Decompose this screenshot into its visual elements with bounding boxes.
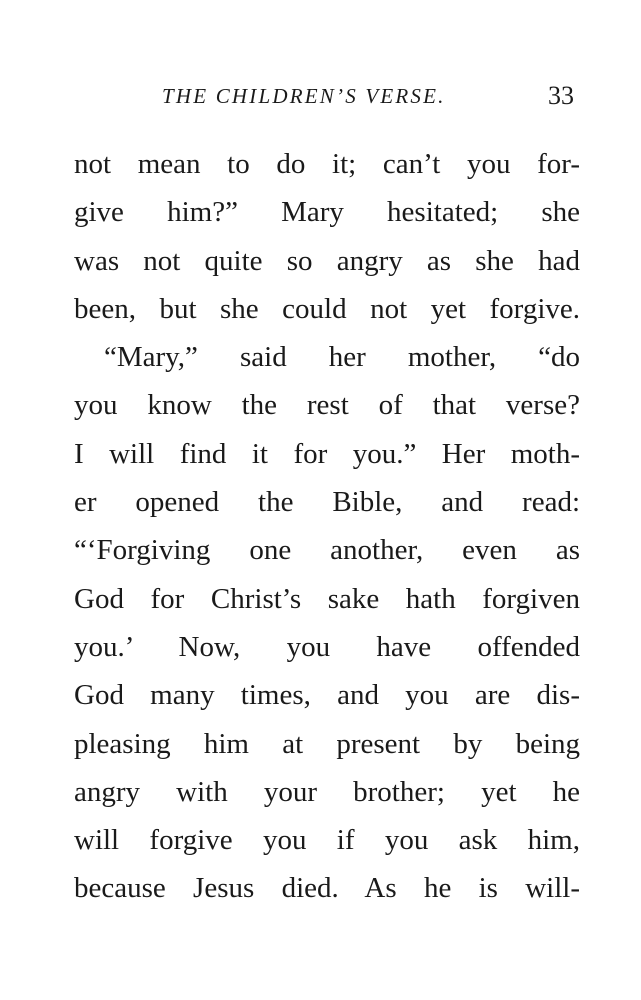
- text-line: “Mary,” said her mother, “do: [104, 341, 580, 374]
- text-line: God for Christ’s sake hath forgiven: [74, 582, 580, 615]
- text-line: was not quite so angry as she had: [74, 244, 580, 277]
- text-line: you know the rest of that verse?: [74, 389, 580, 422]
- text-line: I will find it for you.” Her moth-: [74, 437, 580, 470]
- text-line: will forgive you if you ask him,: [74, 824, 580, 857]
- running-head: [0, 78, 641, 114]
- text-line: er opened the Bible, and read:: [74, 486, 580, 519]
- text-line: pleasing him at present by being: [74, 727, 580, 760]
- text-line: not mean to do it; can’t you for-: [74, 148, 580, 180]
- text-line: “‘Forgiving one another, even as: [74, 534, 580, 567]
- text-line: you.’ Now, you have offended: [74, 630, 580, 663]
- text-line: been, but she could not yet forgive.: [74, 292, 580, 325]
- text-line: because Jesus died. As he is will-: [74, 872, 580, 905]
- running-title: THE CHILDREN’S VERSE.: [162, 84, 446, 108]
- page-number: 33: [548, 81, 574, 110]
- text-line: give him?” Mary hesitated; she: [74, 196, 580, 229]
- text-line: angry with your brother; yet he: [74, 775, 580, 808]
- text-line: God many times, and you are dis-: [74, 679, 580, 712]
- body-text: [74, 140, 580, 913]
